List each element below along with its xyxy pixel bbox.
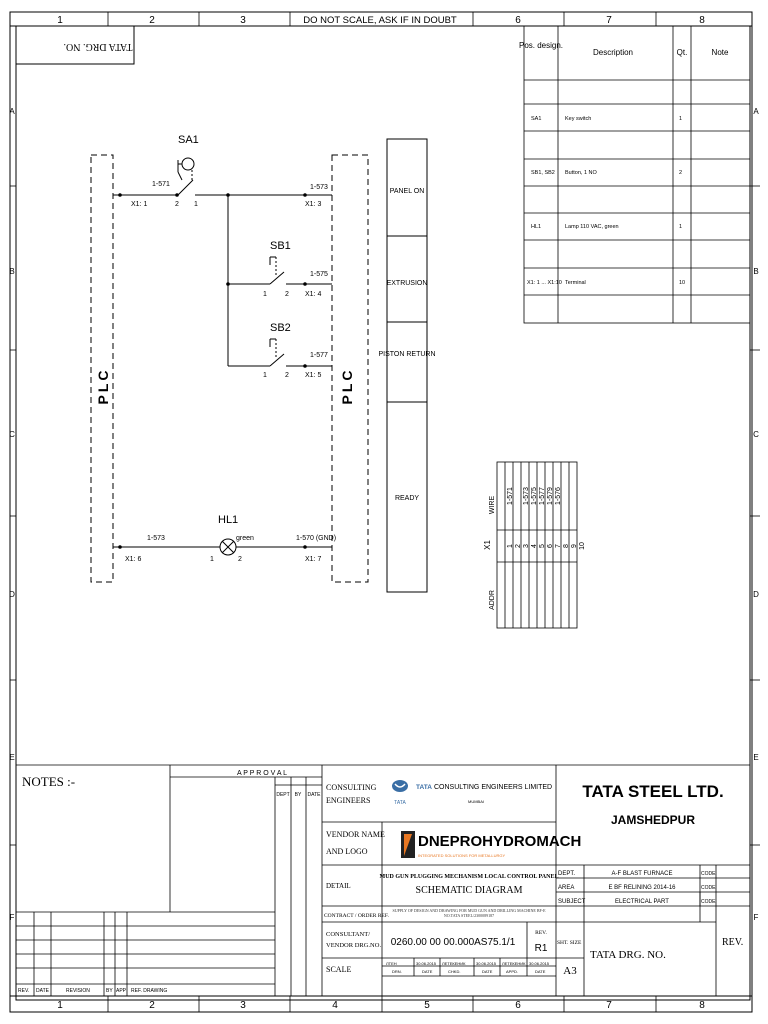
hl1-label: HL1 (218, 514, 239, 526)
svg-text:APPD.: APPD. (506, 969, 519, 974)
detail-label: DETAIL (326, 882, 351, 890)
svg-text:DATE: DATE (307, 792, 321, 798)
terminal-wire-label: WIRE (489, 495, 496, 515)
svg-text:A: A (753, 107, 759, 116)
hl1-terminal-out: X1: 7 (305, 556, 322, 563)
svg-text:DATE: DATE (482, 969, 493, 974)
terminal-number: 9 (571, 544, 578, 548)
parts-table-grid (524, 26, 750, 323)
parts-header-pos: Pos. design. (518, 41, 564, 50)
svg-text:REVISION: REVISION (66, 988, 90, 994)
terminal-number: 6 (547, 544, 554, 548)
notes-label: NOTES :- (22, 774, 76, 789)
sht-size-label: SHT. SIZE (557, 940, 582, 946)
terminal-number: 7 (555, 544, 562, 548)
svg-text:E: E (9, 753, 15, 762)
rev-value: R1 (534, 943, 548, 954)
svg-text:DEPT.: DEPT. (558, 871, 576, 877)
plc-left-label: PLC (95, 367, 111, 405)
svg-text:2: 2 (175, 201, 179, 208)
parts-header-note: Note (711, 48, 729, 57)
svg-text:D: D (753, 590, 759, 599)
parts-row-qty: 1 (679, 116, 683, 122)
svg-text:ЛТЕН: ЛТЕН (386, 961, 397, 966)
svg-text:ЛЕТЕКЕНИК: ЛЕТЕКЕНИК (442, 961, 466, 966)
parts-row-desc: Lamp 110 VAC, green (565, 224, 619, 230)
consulting-brand: TATA (394, 800, 406, 806)
tata-drg-label: TATA DRG. NO. (590, 949, 666, 961)
function-boxes (387, 139, 427, 592)
terminal-wire: 1-573 (523, 487, 530, 505)
function-panel-on: PANEL ON (389, 188, 425, 195)
sb1-label: SB1 (270, 240, 291, 252)
parts-row-desc: Button, 1 NO (565, 170, 597, 176)
plc-right-label: PLC (339, 367, 355, 405)
sb2-button-symbol (270, 339, 284, 366)
parts-row-desc: Key switch (565, 116, 592, 122)
sb1-wire-out: 1-575 (310, 271, 328, 278)
terminal-wire: 1-577 (539, 487, 546, 505)
scale-label: SCALE (326, 965, 352, 974)
rev-big-label: REV. (722, 937, 744, 948)
vendor-name: DNEPROHYDROMACH (418, 833, 582, 850)
svg-text:DATE: DATE (422, 969, 433, 974)
svg-text:1: 1 (194, 201, 198, 208)
terminal-addr-label: ADDR (489, 590, 496, 610)
terminal-number: 3 (523, 544, 530, 548)
sa1-key-switch (178, 158, 194, 195)
sht-size: A3 (563, 965, 577, 977)
terminal-wire: 1-575 (531, 487, 538, 505)
schematic-labels (125, 134, 336, 563)
svg-text:2: 2 (285, 372, 289, 379)
vendor-drg-no: 0260.00 00 00.000AS75.1/1 (390, 937, 516, 948)
svg-text:6: 6 (515, 15, 521, 26)
sa1-label: SA1 (178, 134, 199, 146)
svg-text:3: 3 (240, 1000, 246, 1011)
svg-text:ЛЕТЕКЕНИК: ЛЕТЕКЕНИК (502, 961, 526, 966)
svg-text:1: 1 (263, 291, 267, 298)
svg-text:A: A (9, 107, 15, 116)
parts-header-qty: Qt. (676, 48, 688, 57)
svg-text:2: 2 (285, 291, 289, 298)
svg-text:4: 4 (332, 1000, 338, 1011)
svg-text:1: 1 (210, 556, 214, 563)
svg-text:30.06.2015: 30.06.2015 (416, 961, 437, 966)
svg-text:8: 8 (699, 1000, 705, 1011)
svg-text:REF. DRAWING: REF. DRAWING (131, 988, 168, 994)
svg-text:B: B (753, 267, 759, 276)
terminal-number: 10 (579, 542, 586, 550)
svg-text:C: C (9, 430, 15, 439)
parts-row-qty: 2 (679, 170, 683, 176)
consulting-label: CONSULTING ENGINEERS (326, 783, 377, 805)
svg-text:DEPT: DEPT (276, 792, 290, 798)
svg-text:F: F (9, 913, 15, 922)
consulting-city: MUMBAI (468, 799, 484, 804)
contract-label: CONTRACT / ORDER REF. (324, 913, 389, 919)
company-name: TATA STEEL LTD. (582, 782, 724, 801)
terminal-number: 8 (563, 544, 570, 548)
svg-text:6: 6 (515, 1000, 521, 1011)
svg-text:CODE: CODE (701, 885, 716, 891)
sb2-label: SB2 (270, 322, 291, 334)
svg-text:SUBJECT: SUBJECT (558, 899, 586, 905)
svg-text:BY: BY (294, 792, 302, 798)
svg-text:DATE: DATE (535, 969, 546, 974)
sa1-wire: 1-571 (152, 181, 170, 188)
column-markers (57, 15, 705, 1011)
sb2-wire-out: 1-577 (310, 352, 328, 359)
svg-text:3: 3 (240, 15, 246, 26)
terminal-number: 5 (539, 544, 546, 548)
svg-text:CODE: CODE (701, 899, 716, 905)
company-city: JAMSHEDPUR (610, 813, 696, 827)
function-ready: READY (394, 495, 420, 502)
area-value: E BF RELINING 2014-16 (608, 885, 676, 891)
contract-text: SUPPLY OF DESIGN AND DRAWING FOR MUD GUN AND DRILLING MACHINE BF-E NO.TATA STEEL/2300089187 (392, 908, 546, 918)
parts-row-pos: SB1, SB2 (531, 170, 555, 176)
frame (10, 12, 752, 1012)
hl1-lamp-symbol (220, 539, 236, 555)
parts-row-pos: SA1 (531, 116, 542, 122)
dept-value: A-F BLAST FURNACE (611, 871, 673, 877)
subject-value: ELECTRICAL PART (615, 899, 669, 905)
parts-header-desc: Description (592, 48, 634, 57)
sa1-wire-out: 1-573 (310, 184, 328, 191)
svg-text:2: 2 (149, 1000, 155, 1011)
svg-text:AREA: AREA (558, 885, 575, 891)
hl1-color: green (236, 535, 254, 542)
circuit-wires (113, 195, 332, 547)
svg-text:CODE: CODE (701, 871, 716, 877)
svg-text:1: 1 (57, 1000, 63, 1011)
svg-text:APP: APP (116, 988, 127, 994)
svg-text:F: F (753, 913, 759, 922)
terminal-number: 4 (531, 544, 538, 548)
terminal-wire: 1-579 (547, 487, 554, 505)
vendor-tagline: INTEGRATED SOLUTIONS FOR METALLURGY (418, 853, 506, 858)
terminal-strip-name: X1 (483, 540, 492, 550)
sa1-terminal-out: X1: 3 (305, 201, 322, 208)
svg-text:7: 7 (606, 1000, 612, 1011)
svg-text:5: 5 (424, 1000, 430, 1011)
sa1-terminal-in: X1: 1 (131, 201, 148, 208)
svg-text:REV.: REV. (18, 988, 30, 994)
sb1-terminal-out: X1: 4 (305, 291, 322, 298)
svg-text:B: B (9, 267, 15, 276)
vendor-label: VENDOR NAME AND LOGO (326, 830, 385, 856)
hl1-wire-in: 1-573 (147, 535, 165, 542)
svg-text:7: 7 (606, 15, 612, 26)
parts-row-pos: X1: 1 ... X1:10 (527, 280, 562, 286)
detail-line1: MUD GUN PLUGGING MECHANISM LOCAL CONTROL PANEL (379, 874, 559, 880)
svg-text:TATA: TATA (416, 784, 432, 791)
svg-text:30.06.2015: 30.06.2015 (476, 961, 497, 966)
svg-text:DATE: DATE (36, 988, 49, 994)
approval-label: A P P R O V A L (237, 770, 287, 777)
parts-row-qty: 1 (679, 224, 683, 230)
hl1-wire-out: 1-570 (GND) (296, 535, 337, 542)
svg-text:E: E (753, 753, 759, 762)
hl1-terminal-in: X1: 6 (125, 556, 142, 563)
terminal-wire: 1-576 (555, 487, 562, 505)
svg-text:30.06.2015: 30.06.2015 (529, 961, 550, 966)
parts-row-qty: 10 (679, 280, 686, 286)
svg-text:2: 2 (149, 15, 155, 26)
svg-text:1: 1 (57, 15, 63, 26)
svg-text:DRN.: DRN. (392, 969, 402, 974)
detail-line2: SCHEMATIC DIAGRAM (415, 885, 523, 896)
svg-text:CHKD.: CHKD. (448, 969, 461, 974)
terminal-number: 1 (507, 544, 514, 548)
consulting-name: CONSULTING ENGINEERS LIMITED (434, 784, 553, 791)
sb1-button-symbol (270, 257, 284, 284)
svg-text:REV.: REV. (535, 930, 547, 936)
svg-text:2: 2 (238, 556, 242, 563)
function-piston-return: PISTON RETURN (378, 351, 436, 358)
consultant-label: CONSULTANT/ VENDOR DRG.NO. (326, 931, 382, 949)
parts-row-pos: HL1 (531, 224, 542, 230)
svg-text:1: 1 (263, 372, 267, 379)
svg-text:8: 8 (699, 15, 705, 26)
mirrored-drg-no: TATA DRG. NO. (63, 41, 133, 52)
scale-note: DO NOT SCALE, ASK IF IN DOUBT (303, 15, 457, 26)
svg-text:C: C (753, 430, 759, 439)
terminal-wire: 1-571 (507, 487, 514, 505)
terminal-number: 2 (515, 544, 522, 548)
sb2-terminal-out: X1: 5 (305, 372, 322, 379)
svg-text:BY: BY (106, 988, 113, 994)
dneprohydromach-logo-icon (401, 831, 415, 858)
function-extrusion: EXTRUSION (386, 280, 428, 287)
svg-text:D: D (9, 590, 15, 599)
tata-logo-icon (392, 780, 408, 792)
parts-row-desc: Terminal (565, 280, 586, 286)
